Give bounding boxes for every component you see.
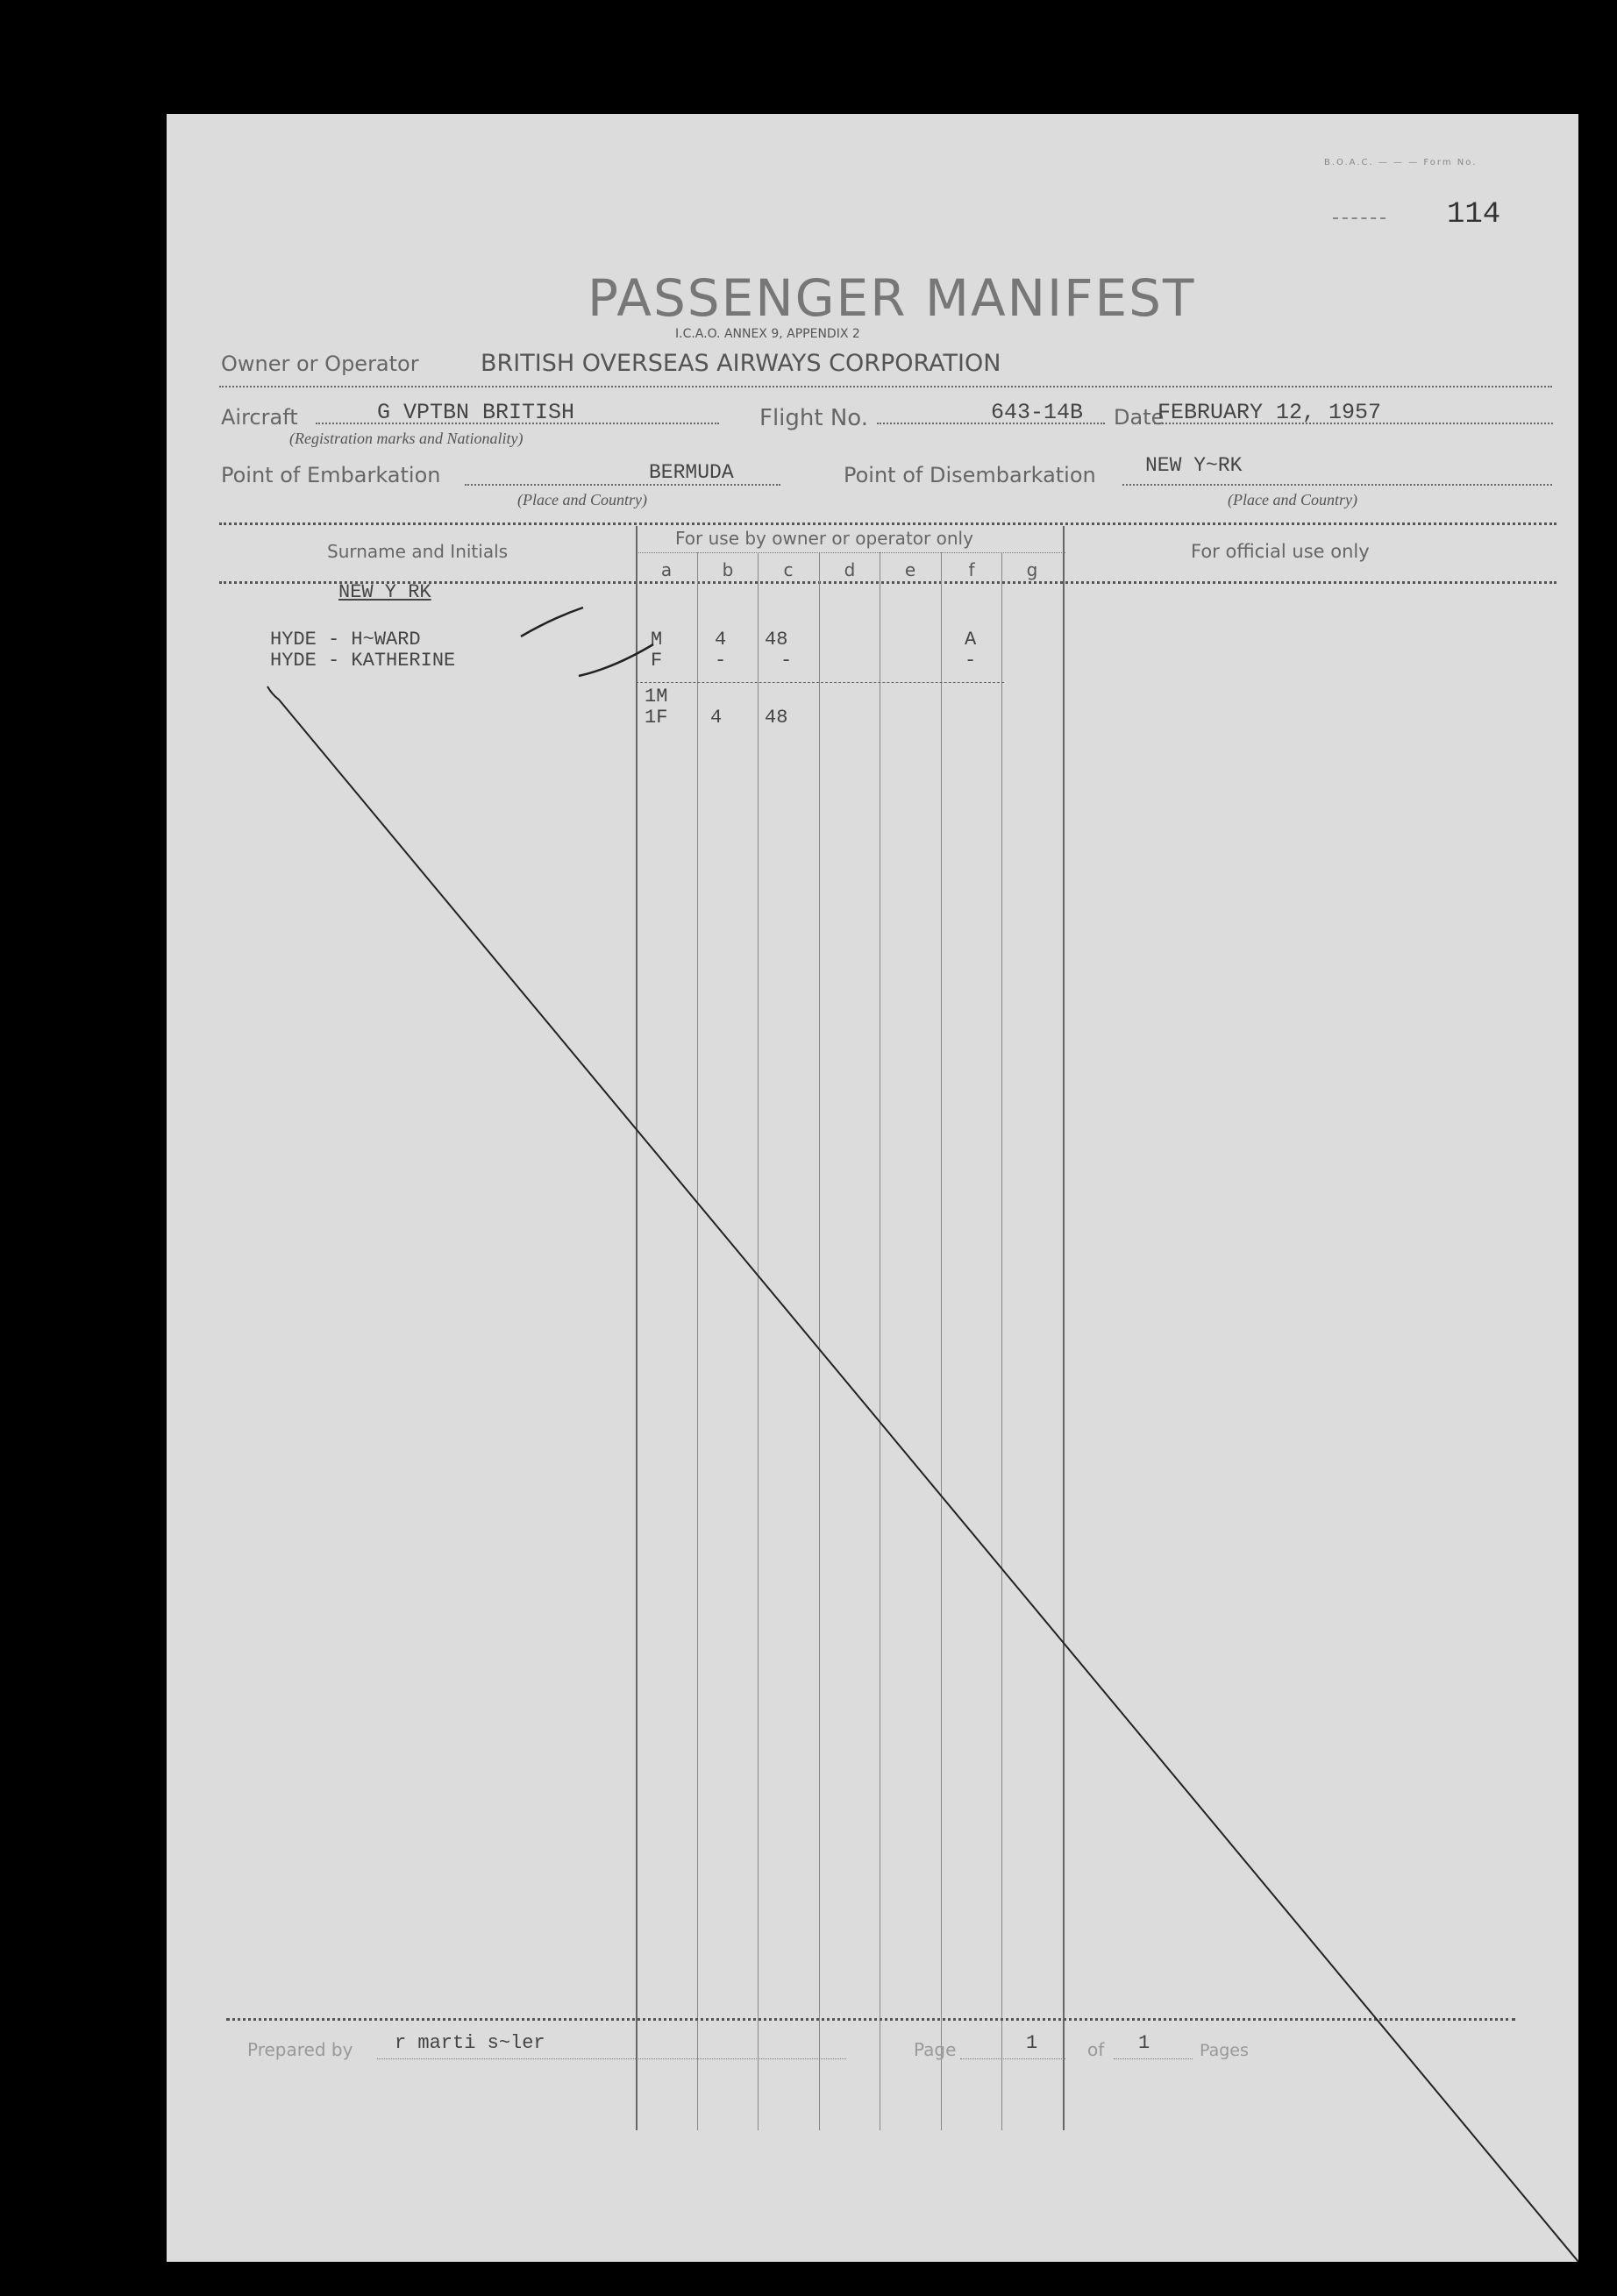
pages-label: Pages [1200, 2041, 1249, 2060]
owner-use-header: For use by owner or operator only [675, 528, 973, 549]
total-col-c: 48 [765, 707, 788, 729]
passenger-col-f: A [965, 629, 977, 650]
col-f-header: f [968, 559, 975, 580]
destination-heading: NEW Y RK [338, 581, 431, 603]
col-b-header: b [722, 559, 734, 580]
passenger-name: HYDE - KATHERINE [270, 650, 456, 672]
passenger-col-c: - [780, 650, 793, 672]
of-value: 1 [1138, 2032, 1150, 2054]
cancellation-line [267, 686, 1578, 2262]
pen-marks [167, 114, 1578, 2262]
flight-label: Flight No. [759, 405, 869, 431]
total-col-a-female: 1F [645, 707, 668, 729]
page-label: Page [914, 2039, 957, 2060]
aircraft-label: Aircraft [221, 405, 298, 430]
disembarkation-sublabel: (Place and Country) [1228, 491, 1357, 508]
col-c-header: c [783, 559, 794, 580]
passenger-col-b: 4 [715, 629, 727, 650]
page-title: PASSENGER MANIFEST [588, 268, 1196, 328]
surname-header: Surname and Initials [327, 541, 509, 562]
passenger-col-b: - [715, 650, 727, 672]
aircraft-value: G VPTBN BRITISH [377, 400, 575, 425]
prepared-by-value: r marti s~ler [395, 2032, 545, 2054]
disembarkation-value: NEW Y~RK [1145, 454, 1243, 477]
page-value: 1 [1026, 2032, 1038, 2054]
form-stamp: B.O.A.C. — — — Form No. [1324, 158, 1478, 167]
page-number: 114 [1447, 198, 1501, 231]
disembarkation-label: Point of Disembarkation [844, 463, 1096, 487]
manifest-sheet [167, 114, 1578, 2262]
owner-value: BRITISH OVERSEAS AIRWAYS CORPORATION [481, 350, 1001, 377]
passenger-col-f: - [965, 650, 977, 672]
prepared-by-label: Prepared by [247, 2039, 353, 2060]
col-d-header: d [844, 559, 856, 580]
passenger-col-a: F [651, 650, 663, 672]
aircraft-sublabel: (Registration marks and Nationality) [289, 430, 524, 447]
date-label: Date [1114, 405, 1165, 430]
passenger-name: HYDE - H~WARD [270, 629, 421, 650]
total-col-a-male: 1M [645, 686, 668, 707]
total-col-b: 4 [710, 707, 723, 729]
col-g-header: g [1026, 559, 1038, 580]
owner-label: Owner or Operator [221, 352, 419, 376]
date-value: FEBRUARY 12, 1957 [1158, 400, 1382, 425]
embarkation-sublabel: (Place and Country) [517, 491, 647, 508]
flight-value: 643-14B [991, 400, 1084, 425]
tick-mark [579, 644, 653, 676]
passenger-col-a: M [651, 629, 663, 650]
embarkation-label: Point of Embarkation [221, 463, 441, 487]
col-a-header: a [660, 559, 673, 580]
tick-mark [521, 608, 583, 636]
passenger-col-c: 48 [765, 629, 788, 650]
official-use-header: For official use only [1191, 541, 1370, 562]
col-e-header: e [904, 559, 916, 580]
page-subtitle: I.C.A.O. ANNEX 9, APPENDIX 2 [675, 327, 860, 341]
embarkation-value: BERMUDA [649, 461, 734, 484]
of-label: of [1087, 2039, 1105, 2060]
